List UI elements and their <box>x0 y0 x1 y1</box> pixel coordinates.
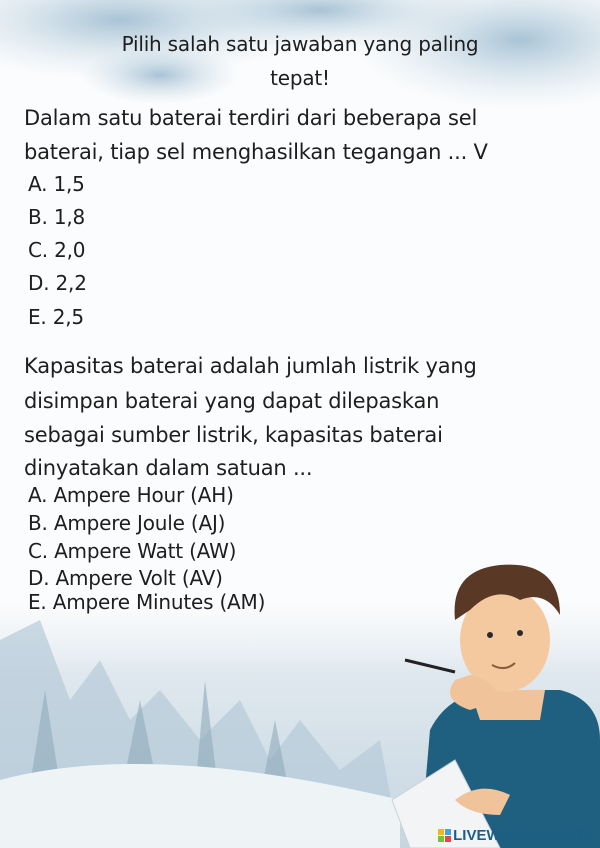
liveworksheets-logo <box>438 827 594 844</box>
question-2-text: sebagai sumber listrik, kapasitas baterai <box>24 423 443 447</box>
question-1-option-e[interactable]: E. 2,5 <box>28 305 84 329</box>
question-2-option-b[interactable]: B. Ampere Joule (AJ) <box>28 511 226 535</box>
instruction-line-1: Pilih salah satu jawaban yang paling <box>121 32 479 56</box>
question-1-text: Dalam satu baterai terdiri dari beberapa sel <box>24 106 478 130</box>
instruction-line-2: tepat! <box>270 66 330 90</box>
question-2-option-a[interactable]: A. Ampere Hour (AH) <box>28 483 234 507</box>
question-2-option-c[interactable]: C. Ampere Watt (AW) <box>28 539 237 563</box>
question-2-text: dinyatakan dalam satuan ... <box>24 456 313 480</box>
question-2-text: disimpan baterai yang dapat dilepaskan <box>24 389 440 413</box>
question-1-option-a[interactable]: A. 1,5 <box>28 172 85 196</box>
question-2-option-e[interactable]: E. Ampere Minutes (AM) <box>28 590 266 614</box>
question-2-text: Kapasitas baterai adalah jumlah listrik yang <box>24 354 477 378</box>
question-2-option-d[interactable]: D. Ampere Volt (AV) <box>28 566 223 590</box>
question-1-text: baterai, tiap sel menghasilkan tegangan ... V <box>24 140 488 164</box>
question-1-option-d[interactable]: D. 2,2 <box>28 271 87 295</box>
logo-icon <box>438 829 451 842</box>
question-1-option-c[interactable]: C. 2,0 <box>28 238 86 262</box>
brand-name: LIVEWORKSHEETS <box>453 827 594 844</box>
question-1-option-b[interactable]: B. 1,8 <box>28 205 86 229</box>
